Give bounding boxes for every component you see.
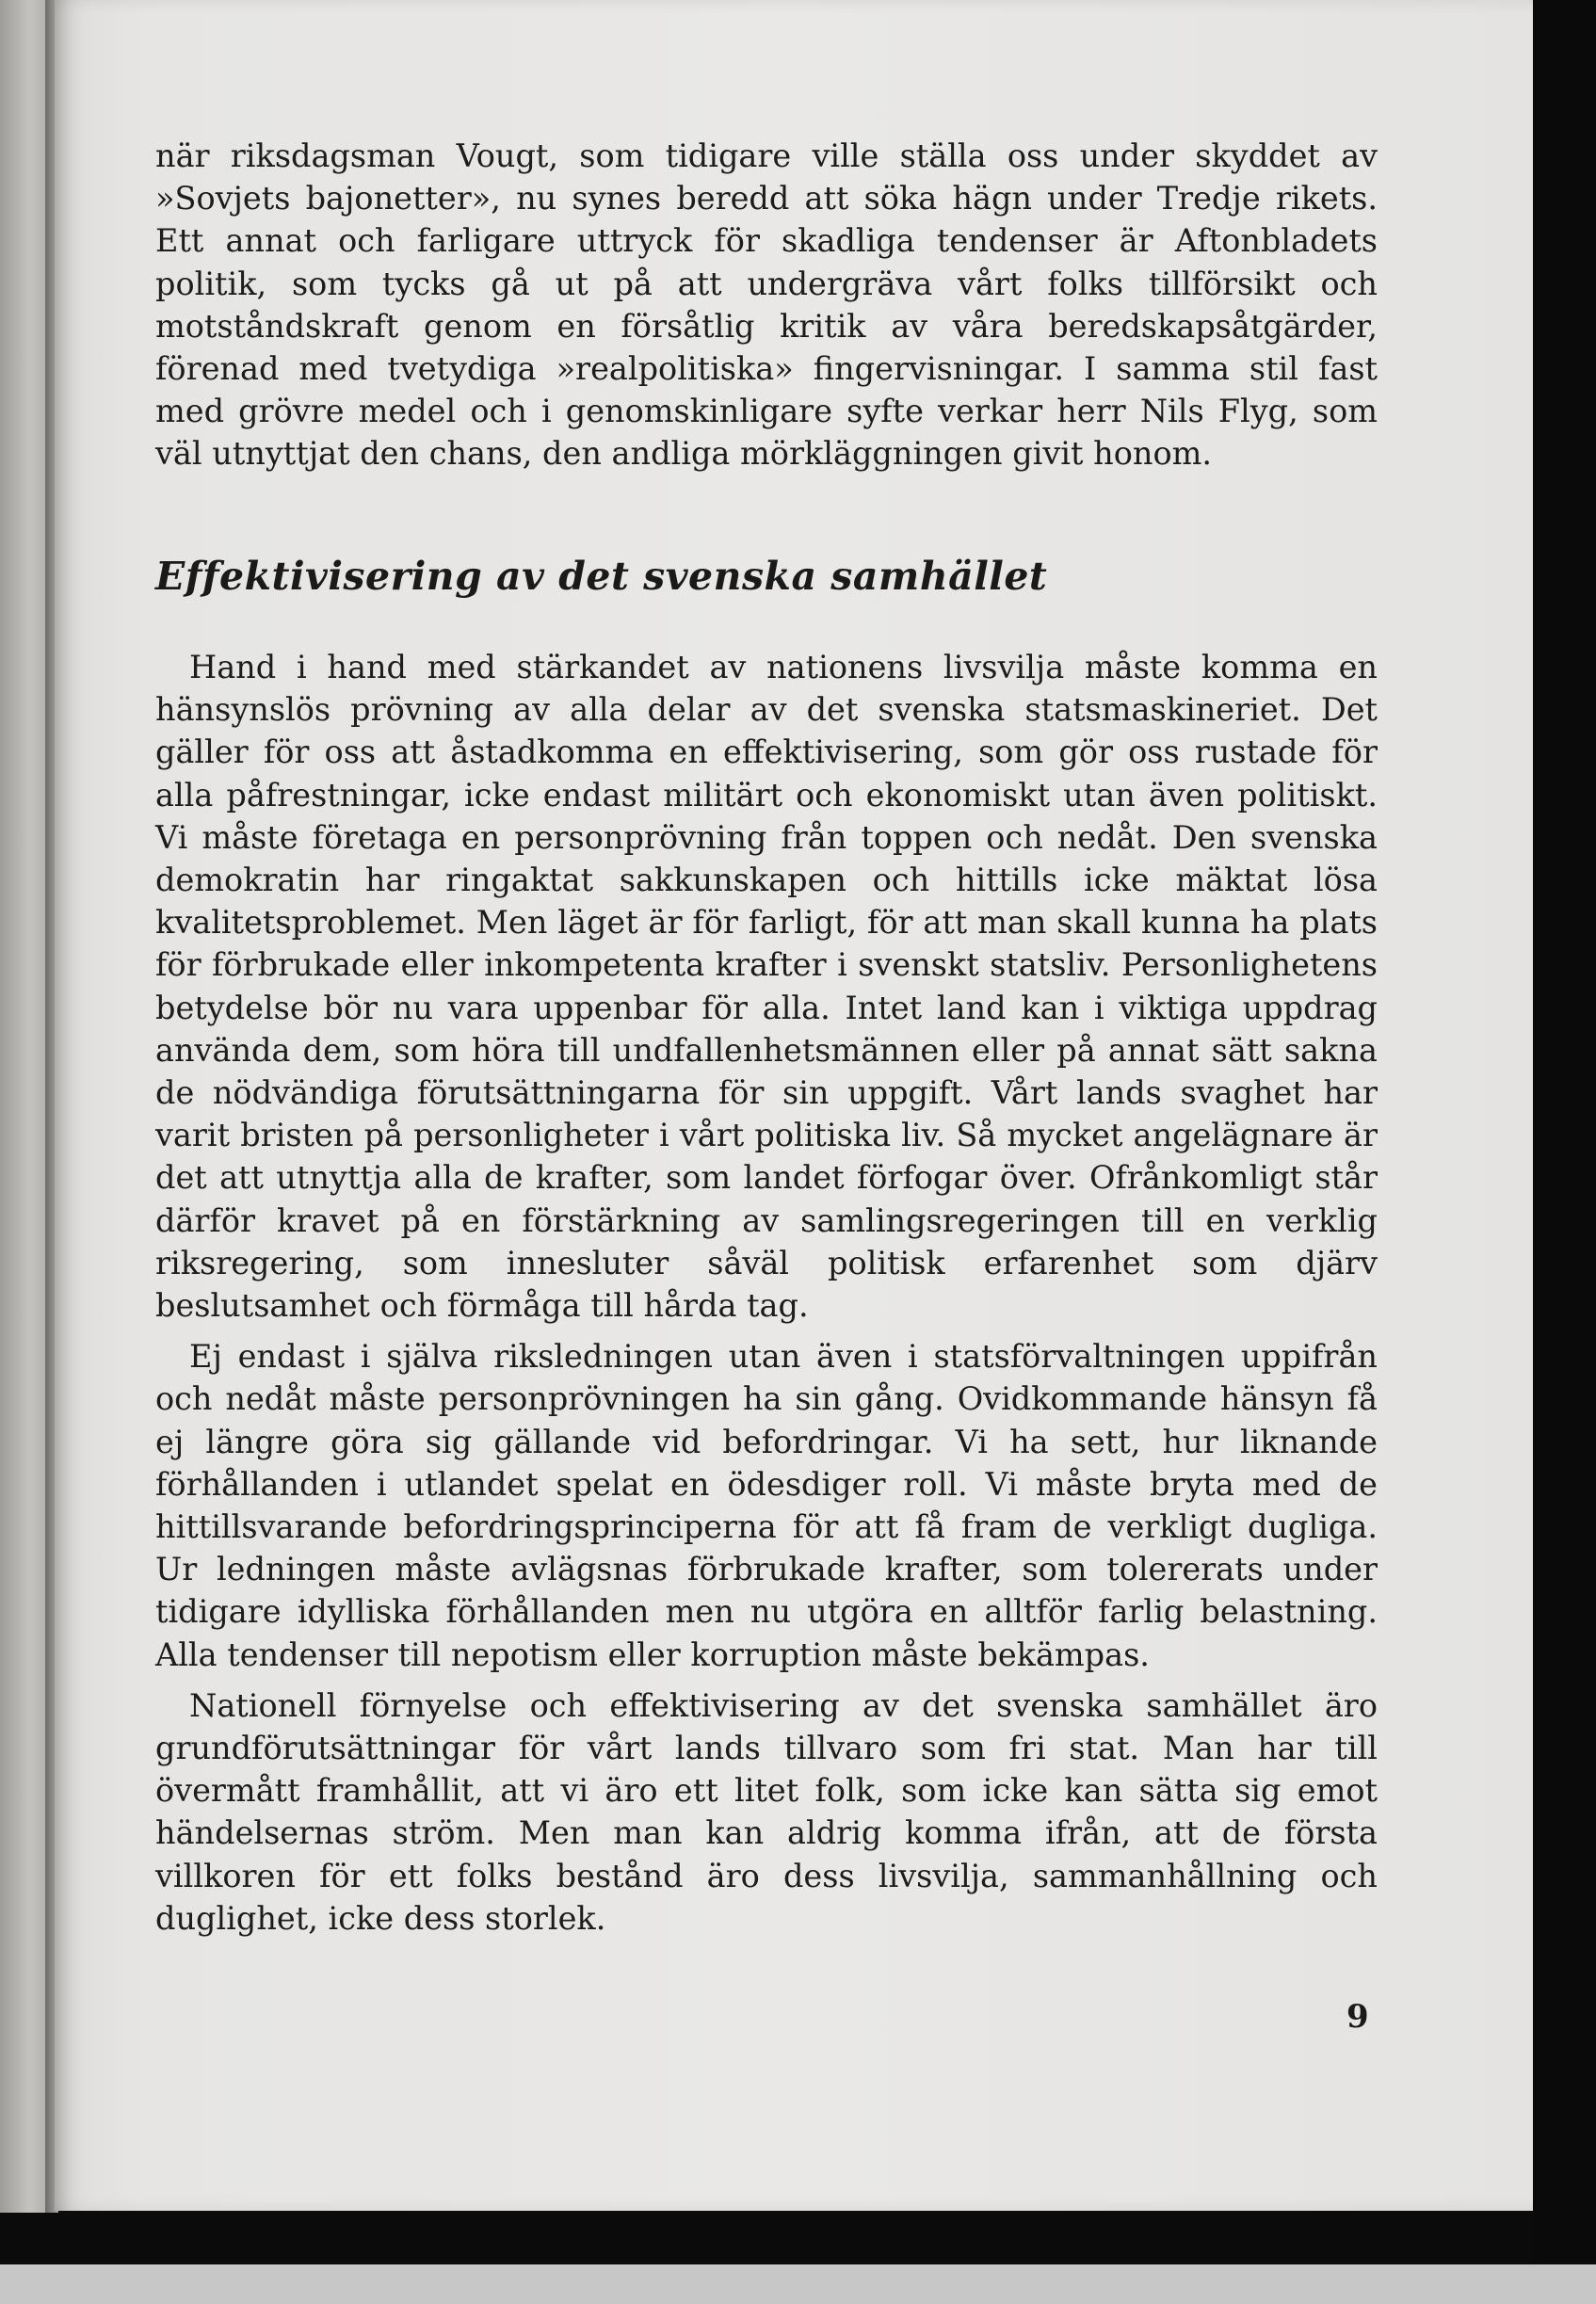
bottom-background (0, 2264, 1596, 2304)
body-paragraph-3: Nationell förnyelse och effektivisering av det svenska samhället äro grundförutsättningar för vårt lands tillvaro som fri stat. Man har till övermått framhållit, att vi äro ett litet folk, som icke kan sätta sig emot händelsernas ström. Men man kan aldrig komma ifrån, att de första villkoren för ett folks bestånd äro dess livsvilja, sammanhållning och duglighet, icke dess storlek. (155, 1686, 1378, 1937)
section-heading: Effektivisering av det svenska samhället (155, 554, 1048, 599)
right-background (1533, 0, 1596, 2304)
section-body (155, 646, 1378, 1948)
intro-paragraph: när riksdagsman Vougt, som tidigare ville ställa oss under skyddet av »Sovjets bajonetter», nu synes beredd att söka hägn under Tredje rikets. Ett annat och farligare uttryck för skadliga tendenser är Aftonbladets politik, som tycks gå ut på att undergräva vårt folks tillförsikt och motståndskraft genom en försåtlig kritik av våra beredskapsåtgärder, förenad med tvetydiga »realpolitiska» fingervisningar. I samma stil fast med grövre medel och i genomskinligare syfte verkar herr Nils Flyg, som väl utnyttjat den chans, den andliga mörkläggningen givit honom. (155, 137, 1378, 473)
body-paragraph-2: Ej endast i själva riksledningen utan även i statsförvaltningen uppifrån och nedåt måste personprövningen ha sin gång. Ovidkommande hänsyn få ej längre göra sig gällande vid befordringar. Vi ha sett, hur liknande förhållanden i utlandet spelat en ödesdiger roll. Vi måste bryta med de hittillsvarande befordringsprinciperna för att få fram de verkligt dugliga. Ur ledningen måste avlägsnas förbrukade krafter, som tolererats under tidigare idylliska förhållanden men nu utgöra en alltför farlig belastning. Alla tendenser till nepotism eller korruption måste bekämpas. (155, 1338, 1378, 1673)
intro-text-block (155, 135, 1378, 475)
previous-page-edge (0, 0, 49, 2213)
body-paragraph-1: Hand i hand med stärkandet av nationens livsvilja måste komma en hänsynslös prövning av alla delar av det svenska statsmaskineriet. Det gäller för oss att åstadkomma en effektivisering, som gör oss rustade för alla påfrestningar, icke endast militärt och ekonomiskt utan även politiskt. Vi måste företaga en personprövning från toppen och nedåt. Den svenska demokratin har ringaktat sakkunskapen och hittills icke mäktat lösa kvalitetsproblemet. Men läget är för farligt, för att man skall kunna ha plats för förbrukade eller inkompetenta krafter i svenskt statsliv. Personlighetens betydelse bör nu vara uppenbar för alla. Intet land kan i viktiga uppdrag använda dem, som höra till undfallenhetsmännen eller på annat sätt sakna de nödvändiga förutsättningarna för sin uppgift. Vårt lands svaghet har varit bristen på personligheter i vårt politiska liv. Så mycket angelägnare är det att utnyttja alla de krafter, som landet förfogar över. Ofrånkomligt står därför kravet på en förstärkning av samlingsregeringen till en verklig riksregering, som innesluter såväl politisk erfarenhet som djärv beslutsamhet och förmåga till hårda tag. (155, 649, 1378, 1325)
page-number: 9 (1346, 1998, 1369, 2036)
